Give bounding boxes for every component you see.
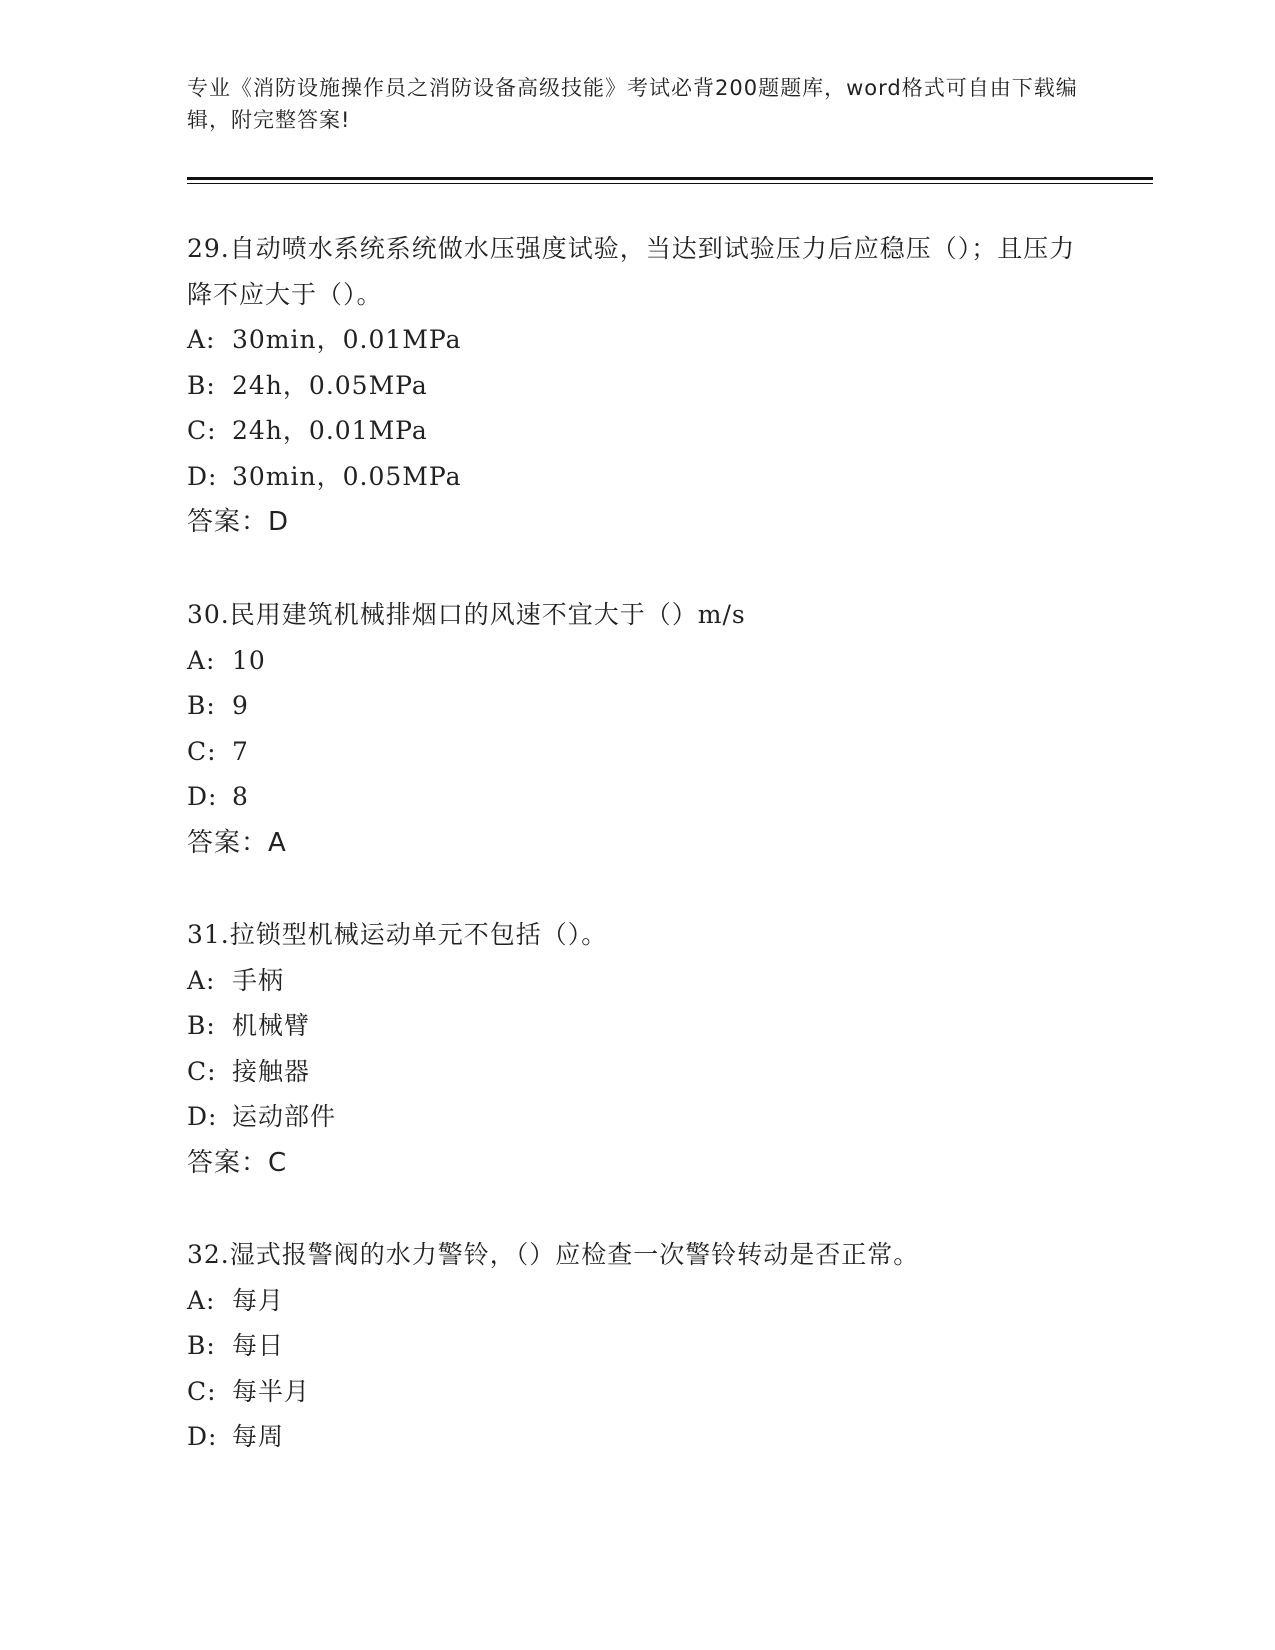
option-key: C: xyxy=(187,736,217,766)
option-key: B: xyxy=(187,370,216,400)
option-text: 机械臂 xyxy=(232,1011,311,1040)
option-b xyxy=(187,363,1087,409)
option-a xyxy=(187,638,1087,684)
option-d xyxy=(187,1094,1087,1140)
option-key: A: xyxy=(187,965,216,995)
option-d xyxy=(187,1414,1087,1460)
option-b xyxy=(187,683,1087,729)
option-c xyxy=(187,1049,1087,1095)
question-title: 32.湿式报警阀的水力警铃，（）应检查一次警铃转动是否正常。 xyxy=(187,1240,920,1269)
option-key: D: xyxy=(187,782,218,811)
option-text: 9 xyxy=(232,691,249,720)
option-text: 运动部件 xyxy=(232,1102,337,1131)
option-text: 7 xyxy=(232,736,249,766)
option-text: 每半月 xyxy=(232,1376,311,1406)
option-key: A: xyxy=(187,1285,216,1315)
question-32 xyxy=(187,1232,1087,1460)
option-text: 24h，0.01MPa xyxy=(232,416,428,445)
question-title: 31.拉锁型机械运动单元不包括（）。 xyxy=(187,920,608,949)
option-key: D: xyxy=(187,1422,218,1451)
option-key: A: xyxy=(187,325,216,354)
option-c xyxy=(187,729,1087,775)
question-30 xyxy=(187,592,1087,866)
option-key: C: xyxy=(187,1056,217,1086)
question-title: 29.自动喷水系统系统做水压强度试验，当达到试验压力后应稳压（）；且压力降不应大于（）。 xyxy=(187,234,1076,309)
option-text: 每日 xyxy=(232,1331,285,1360)
option-a xyxy=(187,1278,1087,1324)
option-a xyxy=(187,958,1087,1004)
option-key: C: xyxy=(187,1376,217,1406)
option-d xyxy=(187,454,1087,500)
option-key: B: xyxy=(187,691,216,720)
page-header: 专业《消防设施操作员之消防设备高级技能》考试必背200题题库，word格式可自由下载编辑，附完整答案! xyxy=(187,76,1078,132)
option-b xyxy=(187,1003,1087,1049)
option-text: 8 xyxy=(232,782,249,811)
option-text: 每月 xyxy=(232,1285,285,1315)
option-text: 手柄 xyxy=(232,965,285,995)
answer-line: 答案：C xyxy=(187,1147,288,1178)
question-29 xyxy=(187,226,1087,546)
option-text: 30min，0.05MPa xyxy=(232,461,462,491)
option-text: 每周 xyxy=(232,1422,285,1451)
option-text: 接触器 xyxy=(232,1056,311,1086)
option-key: C: xyxy=(187,416,217,445)
option-text: 24h，0.05MPa xyxy=(232,370,428,400)
option-a xyxy=(187,317,1087,363)
answer-line: 答案：D xyxy=(187,507,290,537)
option-b xyxy=(187,1323,1087,1369)
option-text: 30min，0.01MPa xyxy=(232,325,462,354)
option-key: D: xyxy=(187,1102,218,1131)
answer-line: 答案：A xyxy=(187,827,287,858)
question-31 xyxy=(187,912,1087,1186)
option-d xyxy=(187,774,1087,820)
header-divider-thin xyxy=(187,183,1153,184)
option-c xyxy=(187,1369,1087,1415)
option-c xyxy=(187,408,1087,454)
option-text: 10 xyxy=(232,645,266,675)
question-title: 30.民用建筑机械排烟口的风速不宜大于（）m/s xyxy=(187,600,746,629)
option-key: D: xyxy=(187,461,218,491)
option-key: B: xyxy=(187,1011,216,1040)
option-key: B: xyxy=(187,1331,216,1360)
header-divider-thick xyxy=(187,177,1153,180)
option-key: A: xyxy=(187,645,216,675)
